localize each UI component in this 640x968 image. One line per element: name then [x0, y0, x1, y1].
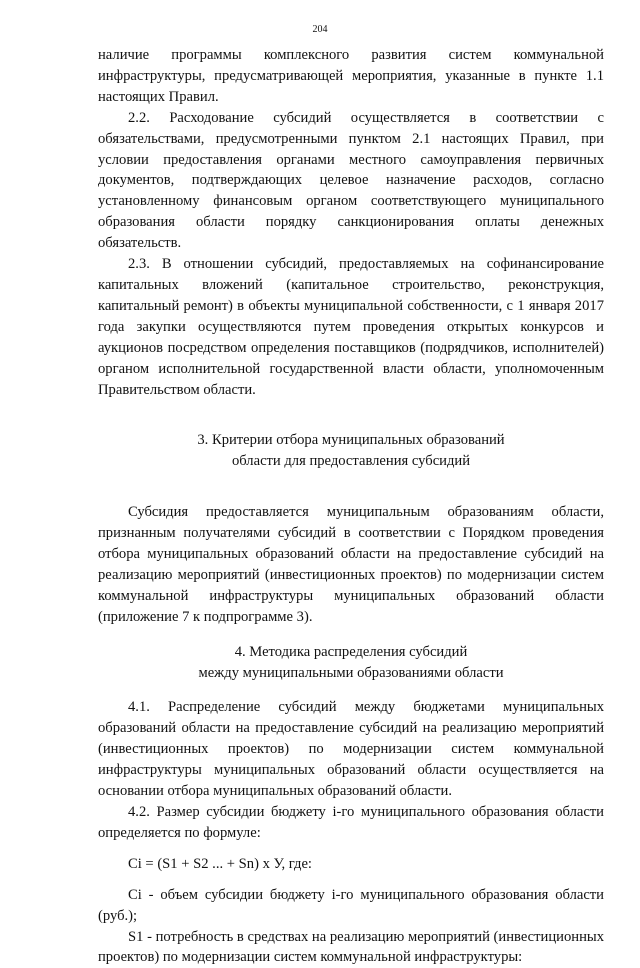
- document-body: [98, 45, 604, 968]
- section-3-heading: [98, 430, 604, 472]
- paragraph-4-1: 4.1. Распределение субсидий между бюджетами муниципальных образований области на предоставление субсидий на реализацию мероприятий (инвестиционных проектов) по модернизации систем коммунальной инфраструктуры муниципальных образований области осуществляется на основании отбора муниципальных образований области.: [98, 699, 604, 800]
- paragraph-2-3: 2.3. В отношении субсидий, предоставляемых на софинансирование капитальных вложений (капитальное строительство, реконструкция, капитальный ремонт) в объекты муниципальной собственности, с 1 января 2017 года закупки осуществляются путем проведения открытых конкурсов и аукционов посредством определения поставщиков (подрядчиков, исполнителей) органом исполнительной государственной власти области, уполномоченным Правительством области.: [98, 256, 604, 398]
- subsidy-formula: Ci = (S1 + S2 ... + Sn) х У, где:: [128, 855, 312, 872]
- section-3-heading-line-1: 3. Критерии отбора муниципальных образований: [197, 432, 505, 449]
- section-4-heading-line-1: 4. Методика распределения субсидий: [234, 643, 468, 660]
- paragraph-4-2: 4.2. Размер субсидии бюджету i-го муниципального образования области определяется по формуле:: [98, 804, 604, 841]
- paragraph-section-3: Субсидия предоставляется муниципальным образованиям области, признанным получателями субсидий в соответствии с Порядком проведения отбора муниципальных образований области на предоставление субсидий на реализацию мероприятий (инвестиционных проектов) по модернизации систем коммунальной инфраструктуры муниципальных образований области (приложение 7 к подпрограмме 3).: [98, 504, 604, 625]
- section-4-heading: [98, 642, 604, 684]
- paragraph-2-2: 2.2. Расходование субсидий осуществляется в соответствии с обязательствами, предусмотренными пунктом 2.1 настоящих Правил, при условии предоставления органами местного самоуправления первичных документов, подтверждающих целевое назначение расходов, согласно установленному финансовым органом соответствующего муниципального образования области порядку санкционирования оплаты денежных обязательств.: [98, 109, 604, 252]
- paragraph-program-requirement: наличие программы комплексного развития систем коммунальной инфраструктуры, предусматривающей мероприятия, указанные в пункте 1.1 настоящих Правил.: [98, 47, 604, 105]
- section-3-heading-line-2: области для предоставления субсидий: [231, 453, 471, 470]
- section-4-heading-line-2: между муниципальными образованиями области: [198, 664, 504, 681]
- definition-s1: S1 - потребность в средствах на реализацию мероприятий (инвестиционных проектов) по модернизации систем коммунальной инфраструктуры:: [98, 928, 604, 966]
- page-number: 204: [312, 24, 328, 35]
- definition-ci: Ci - объем субсидии бюджету i-го муниципального образования области (руб.);: [98, 886, 604, 924]
